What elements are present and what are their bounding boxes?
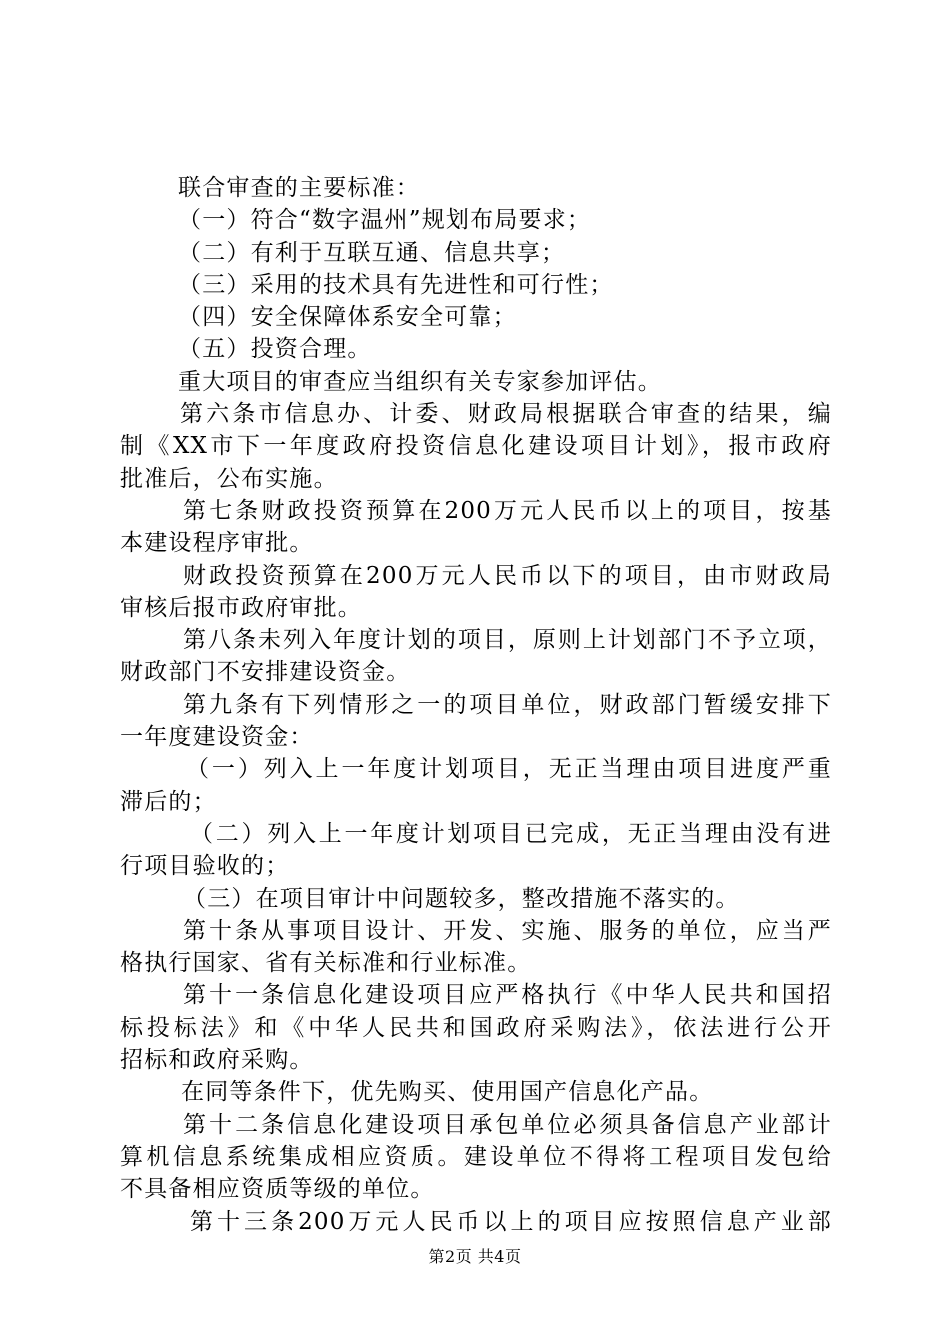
text-line: （二）列入上一年度计划项目已完成，无正当理由没有进	[190, 820, 832, 847]
text-line: 本建设程序审批。	[120, 530, 314, 557]
text-line: （四）安全保障体系安全可靠；	[178, 304, 517, 331]
text-line: 标投标法》和《中华人民共和国政府采购法》，依法进行公开	[120, 1014, 832, 1041]
text-line: （二）有利于互联互通、信息共享；	[178, 239, 566, 266]
text-line: 制《XX市下一年度政府投资信息化建设项目计划》，报市政府	[120, 433, 832, 460]
text-line: 第八条未列入年度计划的项目，原则上计划部门不予立项，	[183, 627, 832, 654]
text-line: 滞后的；	[120, 788, 217, 815]
text-line: 格执行国家、省有关标准和行业标准。	[120, 950, 532, 977]
text-line: 第十三条200万元人民币以上的项目应按照信息产业部	[190, 1208, 832, 1235]
text-line: 财政投资预算在200万元人民币以下的项目，由市财政局	[183, 562, 832, 589]
text-line: 行项目验收的；	[120, 853, 290, 880]
text-line: 联合审查的主要标准：	[178, 175, 420, 201]
text-line: 重大项目的审查应当组织有关专家参加评估。	[178, 368, 662, 395]
text-line: 审核后报市政府审批。	[120, 594, 362, 621]
text-line: （五）投资合理。	[178, 336, 372, 363]
text-line: （一）符合“数字温州”规划布局要求；	[178, 207, 592, 234]
text-line: 第十二条信息化建设项目承包单位必须具备信息产业部计	[183, 1111, 832, 1138]
text-line: 第七条财政投资预算在200万元人民币以上的项目，按基	[183, 497, 832, 524]
text-line: 财政部门不安排建设资金。	[120, 659, 411, 686]
text-line: 第十条从事项目设计、开发、实施、服务的单位，应当严	[183, 917, 832, 944]
text-line: 批准后，公布实施。	[120, 465, 338, 492]
text-line: 第九条有下列情形之一的项目单位，财政部门暂缓安排下	[183, 691, 832, 718]
text-line: 第十一条信息化建设项目应严格执行《中华人民共和国招	[183, 982, 832, 1009]
text-line: 第六条市信息办、计委、财政局根据联合审查的结果，编	[180, 401, 832, 428]
text-line: 在同等条件下，优先购买、使用国产信息化产品。	[181, 1079, 714, 1106]
text-line: 招标和政府采购。	[120, 1047, 314, 1074]
text-line: （三）在项目审计中问题较多，整改措施不落实的。	[183, 885, 740, 912]
text-line: （一）列入上一年度计划项目，无正当理由项目进度严重	[186, 756, 832, 783]
text-line: 不具备相应资质等级的单位。	[120, 1176, 435, 1203]
text-line: （三）采用的技术具有先进性和可行性；	[178, 271, 614, 298]
page-footer: 第2页 共4页	[428, 1247, 522, 1266]
text-line: 一年度建设资金：	[120, 724, 314, 751]
text-line: 算机信息系统集成相应资质。建设单位不得将工程项目发包给	[120, 1143, 832, 1170]
document-body	[120, 172, 832, 1238]
